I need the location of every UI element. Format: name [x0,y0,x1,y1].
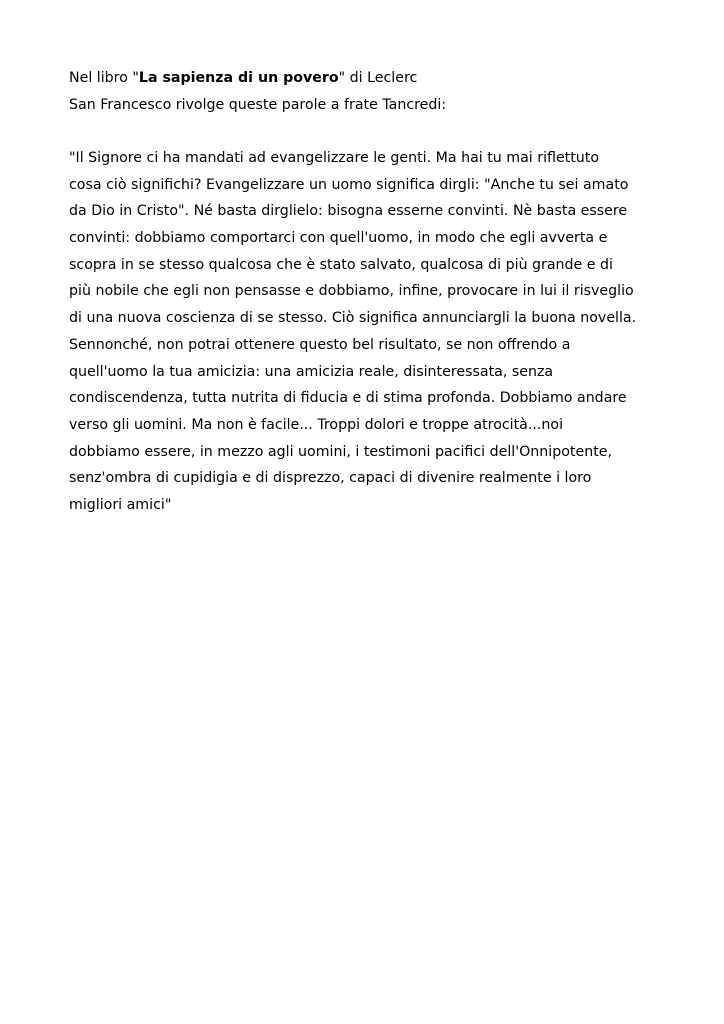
quote-line: di una nuova coscienza di se stesso. Ciò significa annunciargli la buona novella. [69,310,637,327]
quote-line: cosa ciò significhi? Evangelizzare un uomo significa dirgli: "Anche tu sei amato [69,176,629,193]
quote-line: senz'ombra di cupidigia e di disprezzo, capaci di divenire realmente i loro [69,470,592,487]
quote-line: "Il Signore ci ha mandati ad evangelizzare le genti. Ma hai tu mai riflettuto [69,150,600,166]
intro-line-1 [69,65,669,92]
quote-line: condiscendenza, tutta nutrita di fiducia e di stima profonda. Dobbiamo andare [69,390,627,407]
quote-line: convinti: dobbiamo comportarci con quell'uomo, in modo che egli avverta e [69,230,608,247]
book-title: La sapienza di un povero [138,70,339,86]
quote-line: da Dio in Cristo". Né basta dirglielo: bisogna esserne convinti. Nè basta essere [69,203,628,220]
quote-line: migliori amici" [69,496,172,513]
quote-line: verso gli uomini. Ma non è facile... Troppi dolori e troppe atrocità...noi [69,416,564,433]
quote-line: più nobile che egli non pensasse e dobbiamo, infine, provocare in lui il risveglio [69,283,634,300]
quote-paragraph [69,145,669,519]
intro-paragraph [69,65,669,119]
quote-line: scopra in se stesso qualcosa che è stato salvato, qualcosa di più grande e di [69,256,613,273]
intro-suffix: " di Leclerc [338,70,418,86]
quote-line: dobbiamo essere, in mezzo agli uomini, i testimoni pacifici dell'Onnipotente, [69,443,613,460]
intro-line-2: San Francesco rivolge queste parole a frate Tancredi: [69,97,447,113]
intro-prefix: Nel libro " [69,70,139,86]
quote-line: Sennonché, non potrai ottenere questo bel risultato, se non offrendo a [69,336,571,353]
quote-line: quell'uomo la tua amicizia: una amicizia reale, disinteressata, senza [69,363,554,380]
